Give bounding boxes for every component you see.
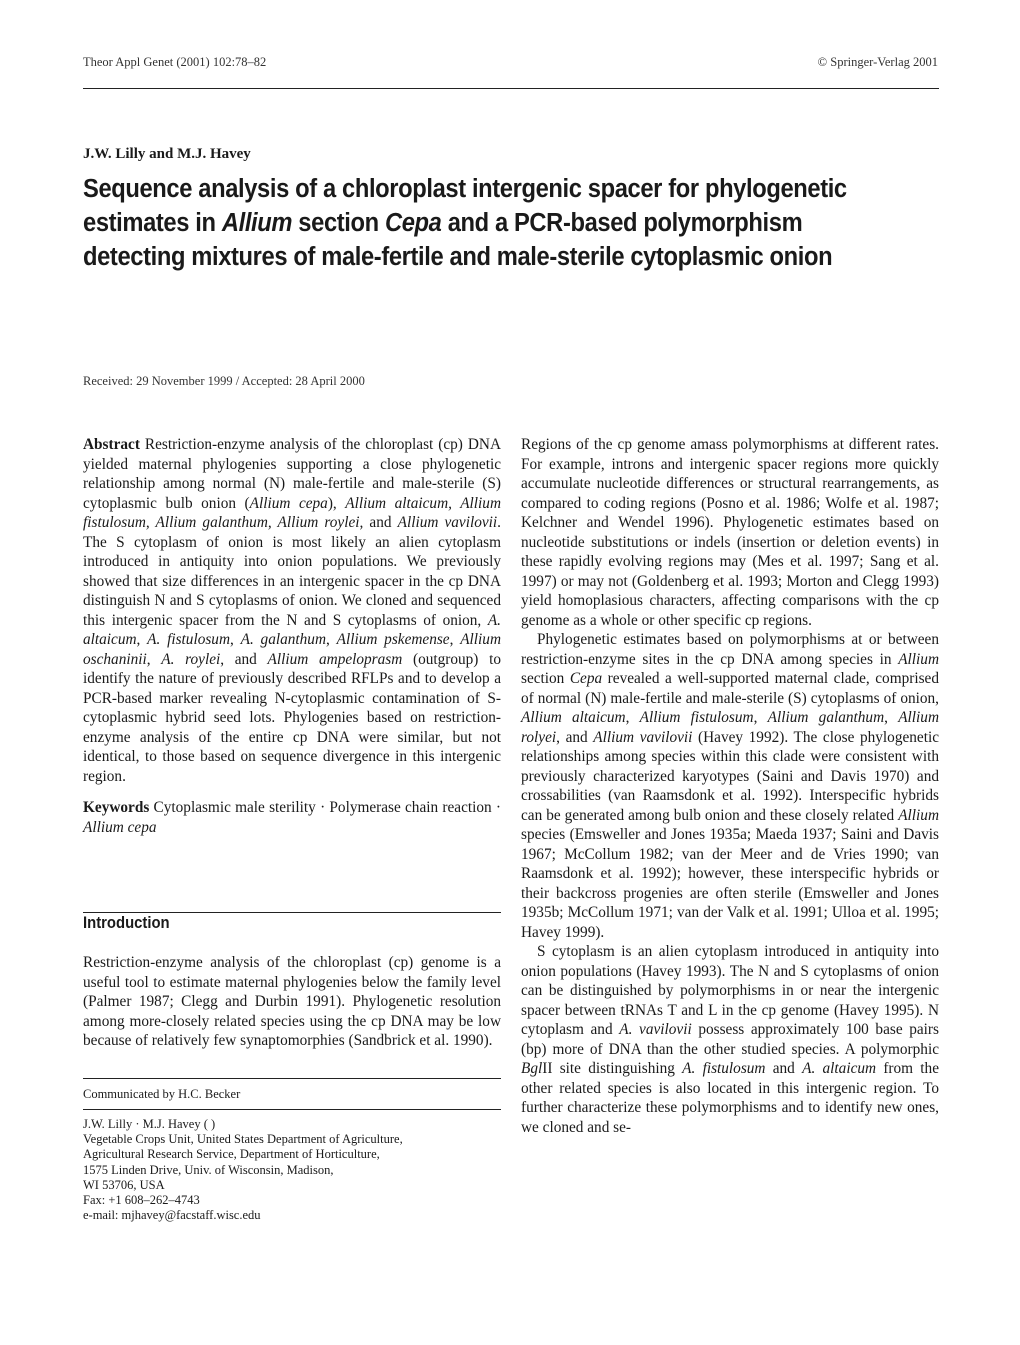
species-name: Allium cepa <box>83 818 157 836</box>
title-section: Cepa <box>384 209 442 237</box>
abstract-text: and <box>363 514 398 531</box>
footnote-rule <box>83 1109 501 1110</box>
species-name: Allium galanthum <box>767 709 885 726</box>
introduction-heading: Introduction <box>83 914 170 932</box>
title-genus: Allium <box>221 209 293 237</box>
copyright-notice: © Springer-Verlag 2001 <box>817 55 938 69</box>
species-name: Allium cepa <box>249 494 328 512</box>
species-name: Allium fistulosum <box>639 709 754 726</box>
abstract-text: (outgroup) to identify the nature of previously described RFLPs and to develop a PCR-based marker revealing N-cytoplasmic contamination of S-cytoplasmic hybrid seed lots. Phylogenies based on restriction-enzyme analysis of the entire cp DNA were similar, but not identical, to those based on sequence divergence in this intergenic region. <box>83 650 501 785</box>
body-text: possess approximately 100 base pairs (bp) more of DNA than the other studied species. A polymorphic <box>521 1021 939 1058</box>
abstract-text: , <box>146 650 162 668</box>
communicated-by: Communicated by H.C. Becker <box>83 1087 241 1101</box>
affiliation-line: 1575 Linden Drive, Univ. of Wisconsin, Madison, <box>83 1162 334 1177</box>
species-name: A. galanthum <box>240 631 326 648</box>
abstract <box>83 435 501 786</box>
species-name: Cepa <box>569 670 603 687</box>
title-text: and a PCR-based polymorphism <box>441 209 803 237</box>
keywords-label: Keywords <box>83 799 150 816</box>
received-dates: Received: 29 November 1999 / Accepted: 28 April 2000 <box>83 374 365 388</box>
body-text: Phylogenetic estimates based on polymorphisms at or between restriction-enzyme sites in the cp DNA among species in <box>521 631 939 668</box>
body-paragraph: Regions of the cp genome amass polymorphisms at different rates. For example, introns and intergenic spacer regions more quickly accumulate nucleotide differences or structural rearrangements, as compared to coding regions (Posno et al. 1986; Wolfe et al. 1987; Kelchner and Wendel 1996). Phylogenetic estimates based on nucleotide substitutions or indels (insertion or deletion events) in these rapidly evolving regions may (Mes et al. 1997; Sang et al. 1997) or may not (Goldenberg et al. 1993; Morton and Clegg 1993) yield homoplasious characters, affecting comparisons with the cp genome as a whole or other specific cp regions. <box>521 436 939 629</box>
author-affiliation <box>83 1117 403 1223</box>
section-rule <box>83 912 501 913</box>
abstract-text: ), <box>327 494 346 512</box>
keywords <box>83 798 501 837</box>
body-text: , <box>884 709 899 726</box>
body-text: II site distinguishing <box>542 1060 683 1077</box>
title-line-2 <box>83 206 883 240</box>
abstract-label: Abstract <box>83 436 140 453</box>
affiliation-line: Agricultural Research Service, Department of Horticulture, <box>83 1147 380 1162</box>
species-name: A. altaicum <box>802 1060 877 1077</box>
body-text: , and <box>556 728 594 746</box>
title-text: estimates in <box>83 209 222 237</box>
authors: J.W. Lilly and M.J. Havey <box>83 146 251 162</box>
abstract-text: , <box>449 631 461 648</box>
species-name: Allium vavilovii <box>593 728 693 746</box>
introduction-paragraph: Restriction-enzyme analysis of the chloroplast (cp) genome is a useful tool to estimate maternal phylogenies below the family level (Palmer 1987; Clegg and Durbin 1991). Phylogenetic resolution among more-closely related species using the cp DNA may be low because of relatively few synaptomorphies (Sandbrick et al. 1990). <box>83 954 501 1049</box>
body-text: from the other related species is also located in this intergenic region. To further characterize these polymorphisms and to identify new ones, we cloned and se- <box>521 1060 939 1136</box>
body-text: (Havey 1992). The close phylogenetic relationships among species within this clade were consistent with previously characterized karyotypes (Saini and Davis 1970) and crossabilities (van Raamsdonk et al. 1992). Interspecific hybrids can be generated among bulb onion and these closely related <box>521 728 939 824</box>
email-address: e-mail: mjhavey@facstaff.wisc.edu <box>83 1208 261 1223</box>
species-name: Allium rolyei <box>521 709 939 746</box>
article-title <box>83 172 883 274</box>
species-name: Allium altaicum <box>521 709 626 726</box>
body-text: species (Emsweller and Jones 1935a; Maeda 1937; Saini and Davis 1967; McCollum 1982; van der Meer and de Vries 1990; van Raamsdonk et al. 1992); however, these interspecific hybrids or their backcross progenies are often sterile (Emsweller and Jones 1935b; McCollum 1971; van der Valk et al. 1991; Ulloa et al. 1995; Havey 1999). <box>521 826 939 941</box>
fax-number: Fax: +1 608–262–4743 <box>83 1193 200 1208</box>
introduction-text <box>83 953 501 1051</box>
body-text: and <box>765 1060 803 1077</box>
affiliation-line: Vegetable Crops Unit, United States Department of Agriculture, <box>83 1132 403 1147</box>
species-name: Allium vavilovii <box>397 514 498 531</box>
species-name: A. fistulosum <box>682 1060 766 1077</box>
title-line-1: Sequence analysis of a chloroplast intergenic spacer for phylogenetic <box>83 175 847 203</box>
species-name: Allium <box>898 650 939 668</box>
species-name: Allium ampeloprasm <box>267 650 403 668</box>
header-rule <box>83 88 939 89</box>
species-name: A. roylei <box>161 650 221 668</box>
body-text: , <box>753 709 768 726</box>
footnote-rule <box>83 1078 501 1079</box>
abstract-text: Restriction-enzyme analysis of the chloroplast (cp) DNA yielded maternal phylogenies supporting a close phylogenetic relationship among normal (N) male-fertile and male-sterile (S) cytoplasmic bulb onion ( <box>83 436 501 512</box>
species-name: Allium pskemense <box>336 631 450 648</box>
species-name: Allium altaicum, Allium fistulosum, Allium galanthum, Allium roylei, <box>83 494 501 531</box>
body-paragraph <box>521 630 939 942</box>
abstract-text: , <box>136 631 148 648</box>
enzyme-name: Bgl <box>521 1060 543 1077</box>
body-paragraph <box>521 942 939 1137</box>
species-name: A. fistulosum <box>147 631 230 648</box>
species-name: Allium <box>898 806 939 824</box>
body-text: section <box>521 670 570 687</box>
abstract-text: , <box>230 631 241 648</box>
affiliation-line: WI 53706, USA <box>83 1177 165 1192</box>
species-name: A. altaicum <box>83 611 501 648</box>
abstract-text: , <box>326 631 337 648</box>
body-text: revealed a well-supported maternal clade, comprised of normal (N) male-fertile and male-sterile (S) cytoplasms of onion, <box>521 670 939 707</box>
abstract-text: , and <box>220 650 268 668</box>
journal-citation: Theor Appl Genet (2001) 102:78–82 <box>83 55 267 69</box>
corresponding-authors: J.W. Lilly · M.J. Havey ( ) <box>83 1117 216 1131</box>
body-text: , <box>625 709 640 726</box>
left-column <box>83 435 501 837</box>
species-name: A. vavilovii <box>619 1021 692 1038</box>
keywords-text: Cytoplasmic male sterility · Polymerase chain reaction · <box>153 799 501 816</box>
body-text: S cytoplasm is an alien cytoplasm introduced in antiquity into onion populations (Havey 1993). The N and S cytoplasms of onion can be distinguished by polymorphisms in or near the intergenic spacer between tRNAs T and L in the cp genome (Havey 1995). N cytoplasm and <box>521 943 939 1038</box>
abstract-text: . The S cytoplasm of onion is most likely an alien cytoplasm introduced in antiquity into onion populations. We previously showed that size differences in an intergenic spacer in the cp DNA distinguish N and S cytoplasms of onion. We cloned and sequenced this intergenic spacer from the N and S cytoplasms of onion, <box>83 514 501 629</box>
species-name: Allium oschaninii <box>83 631 501 668</box>
title-line-3: detecting mixtures of male-fertile and male-sterile cytoplasmic onion <box>83 243 833 271</box>
right-column <box>521 435 939 1137</box>
title-text: section <box>292 209 385 237</box>
